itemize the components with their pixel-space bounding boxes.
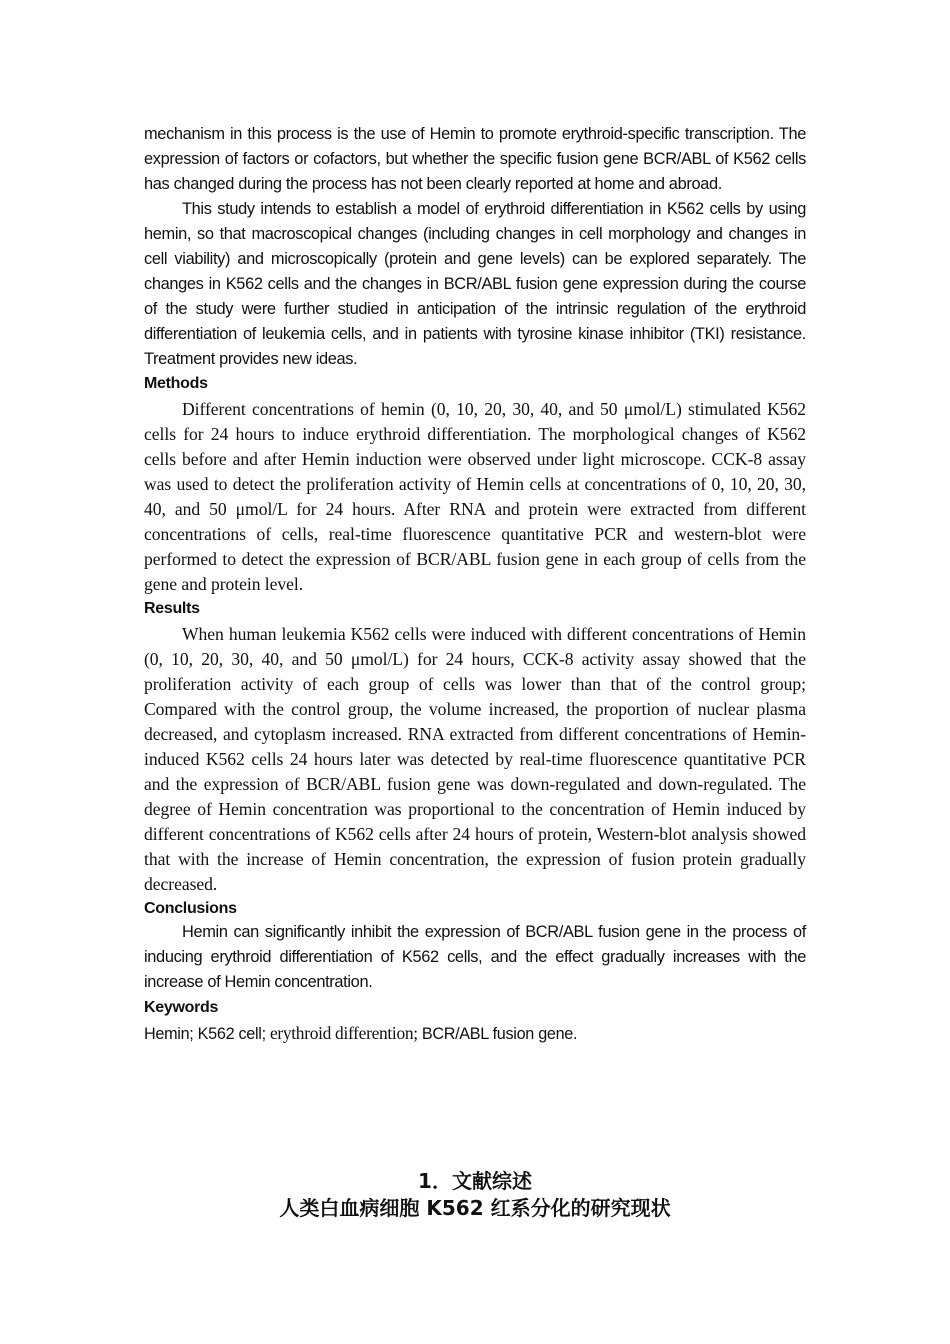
section-subtitle: 人类白血病细胞 K562 红系分化的研究现状 <box>279 1196 671 1220</box>
keywords-part-2: erythroid differention; <box>269 1023 422 1043</box>
section-title <box>0 1168 950 1222</box>
keywords-part-1: Hemin; K562 cell; <box>144 1025 270 1043</box>
methods-heading: Methods <box>144 375 208 392</box>
conclusions-heading: Conclusions <box>144 900 237 917</box>
keywords-heading: Keywords <box>144 999 219 1016</box>
conclusions-text: Hemin can significantly inhibit the expression of BCR/ABL fusion gene in the process of inducing erythroid differentiation of K562 cells, and the effect gradually increases with the increase of Hemin concentration. <box>144 923 806 991</box>
intro-paragraph-continued: mechanism in this process is the use of Hemin to promote erythroid-specific transcription. The expression of factors or cofactors, but whether the specific fusion gene BCR/ABL of K562 cells has changed during the process has not been clearly reported at home and abroad. <box>144 125 806 193</box>
results-heading: Results <box>144 600 200 617</box>
methods-text: Different concentrations of hemin (0, 10, 20, 30, 40, and 50 μmol/L) stimulated K562 cells for 24 hours to induce erythroid differentiation. The morphological changes of K562 cells before and after Hemin induction were observed under light microscope. CCK-8 assay was used to detect the proliferation activity of Hemin cells at concentrations of 0, 10, 20, 30, 40, and 50 μmol/L for 24 hours. After RNA and protein were extracted from different concentrations of cells, real-time fluorescence quantitative PCR and western-blot were performed to detect the expression of BCR/ABL fusion gene in each group of cells from the gene and protein level. <box>144 399 806 594</box>
intro-paragraph-study-aim: This study intends to establish a model of erythroid differentiation in K562 cells by using hemin, so that macroscopical changes (including changes in cell morphology and changes in cell viability) and microscopically (protein and gene levels) can be explored separately. The changes in K562 cells and the changes in BCR/ABL fusion gene expression during the course of the study were further studied in anticipation of the intrinsic regulation of the erythroid differentiation of leukemia cells, and in patients with tyrosine kinase inhibitor (TKI) resistance. Treatment provides new ideas. <box>144 200 806 368</box>
keywords-list <box>144 1021 806 1047</box>
keywords-part-3: BCR/ABL fusion gene. <box>421 1025 578 1043</box>
results-text: When human leukemia K562 cells were induced with different concentrations of Hemin (0, 10, 20, 30, 40, and 50 μmol/L) for 24 hours, CCK-8 activity assay showed that the proliferation activity of each group of cells was lower than that of the control group; Compared with the control group, the volume increased, the proportion of nuclear plasma decreased, and cytoplasm increased. RNA extracted from different concentrations of Hemin-induced K562 cells 24 hours later was detected by real-time fluorescence quantitative PCR and the expression of BCR/ABL fusion gene was down-regulated and down-regulated. The degree of Hemin concentration was proportional to the concentration of Hemin induced by different concentrations of K562 cells after 24 hours of protein, Western-blot analysis showed that with the increase of Hemin concentration, the expression of fusion protein gradually decreased. <box>144 624 806 894</box>
document-body <box>144 122 806 1047</box>
section-number-title: 1．文献综述 <box>418 1169 532 1193</box>
